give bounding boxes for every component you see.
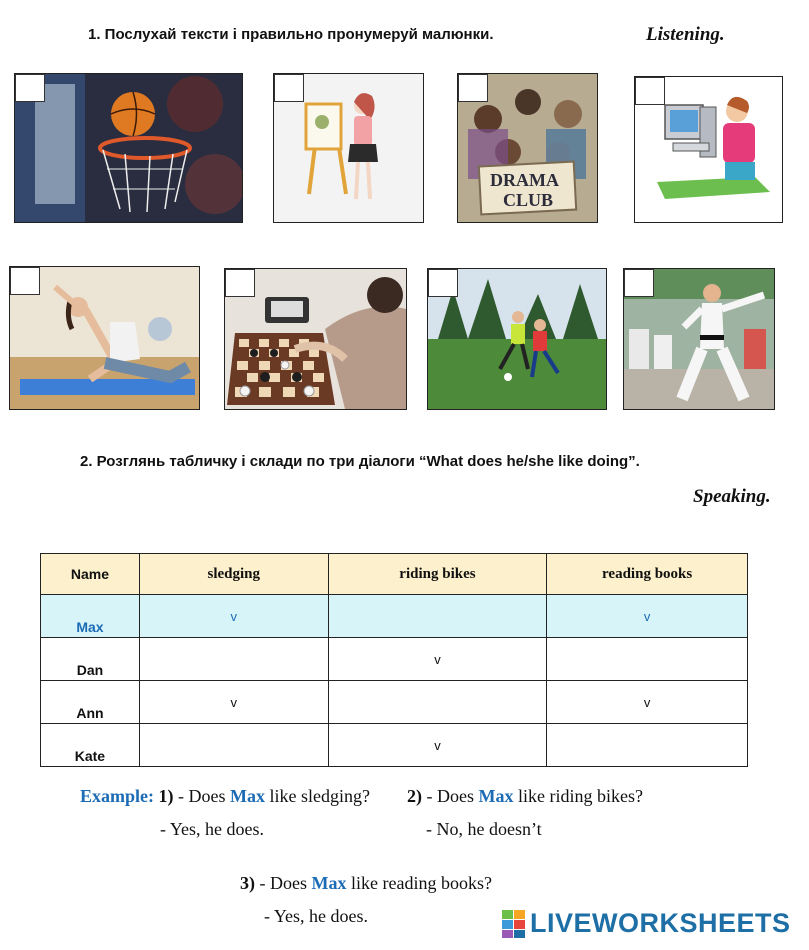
example-q3 xyxy=(240,873,492,894)
q1-post: like sledging? xyxy=(265,786,370,806)
answer-box-4[interactable] xyxy=(635,77,665,105)
check-mark: v xyxy=(230,695,237,710)
section1-title: 1. Послухай тексти і правильно пронумеруй малюнки. xyxy=(88,26,494,43)
q1-name: Max xyxy=(230,786,265,806)
q1-number: 1) xyxy=(158,786,174,806)
preferences-table xyxy=(40,553,748,767)
drama-sign-line2: CLUB xyxy=(503,190,554,210)
example-label: Example: xyxy=(80,786,154,806)
answer-input-5[interactable] xyxy=(11,268,39,294)
basketball-illustration xyxy=(15,74,242,222)
answer-box-7[interactable] xyxy=(428,269,458,297)
listening-label: Listening. xyxy=(646,24,725,45)
check-mark: v xyxy=(643,609,651,624)
row-name: Dan xyxy=(41,638,140,681)
answer-input-7[interactable] xyxy=(429,270,457,296)
check-mark: v xyxy=(434,652,441,667)
check-mark: v xyxy=(230,609,237,624)
liveworksheets-logo xyxy=(502,908,791,939)
q3-post: like reading books? xyxy=(346,873,492,893)
drama-sign-line1: DRAMA xyxy=(490,170,559,190)
table-row-dan xyxy=(41,638,748,681)
check-mark: v xyxy=(434,738,441,753)
example-q2 xyxy=(407,786,643,807)
q2-number: 2) xyxy=(407,786,422,806)
football-photo xyxy=(427,268,607,410)
logo-text: LIVEWORKSHEETS xyxy=(530,908,791,938)
q2-pre: - Does xyxy=(422,786,479,806)
karate-photo xyxy=(623,268,775,410)
example-q1 xyxy=(80,786,370,807)
answer-input-3[interactable] xyxy=(459,75,487,101)
header-sledging: sledging xyxy=(139,554,328,595)
basketball-photo xyxy=(14,73,243,223)
answer-input-1[interactable] xyxy=(16,75,44,101)
table-row-kate xyxy=(41,724,748,767)
computer-boy-picture xyxy=(634,76,783,223)
table-header-row xyxy=(41,554,748,595)
answer-box-2[interactable] xyxy=(274,74,304,102)
answer-input-2[interactable] xyxy=(275,75,303,101)
answer-input-8[interactable] xyxy=(625,270,653,296)
liveworksheets-icon xyxy=(502,910,526,938)
row-name: Ann xyxy=(41,681,140,724)
answer-box-5[interactable] xyxy=(10,267,40,295)
q3-number: 3) xyxy=(240,873,255,893)
example-a3: - Yes, he does. xyxy=(264,906,369,926)
q1-pre: - Does xyxy=(173,786,230,806)
row-name: Max xyxy=(41,595,140,638)
row-name: Kate xyxy=(41,724,140,767)
header-riding-bikes: riding bikes xyxy=(328,554,547,595)
drama-club-picture xyxy=(457,73,598,223)
section2-title: 2. Розглянь табличку і склади по три діалоги “What does he/she like doing”. xyxy=(80,453,640,470)
q2-post: like riding bikes? xyxy=(513,786,643,806)
answer-box-3[interactable] xyxy=(458,74,488,102)
answer-box-8[interactable] xyxy=(624,269,654,297)
example-a2: - No, he doesn’t xyxy=(426,819,542,839)
header-name: Name xyxy=(41,554,140,595)
header-reading-books: reading books xyxy=(547,554,748,595)
answer-box-1[interactable] xyxy=(15,74,45,102)
table-row-ann xyxy=(41,681,748,724)
painting-girl-picture xyxy=(273,73,424,223)
check-mark: v xyxy=(643,695,651,710)
speaking-label: Speaking. xyxy=(693,486,771,507)
table-row-max xyxy=(41,595,748,638)
q3-pre: - Does xyxy=(255,873,312,893)
answer-box-6[interactable] xyxy=(225,269,255,297)
yoga-photo xyxy=(9,266,200,410)
q2-name: Max xyxy=(478,786,514,806)
q3-name: Max xyxy=(311,873,347,893)
checkers-photo xyxy=(224,268,407,410)
answer-input-4[interactable] xyxy=(636,78,664,104)
answer-input-6[interactable] xyxy=(226,270,254,296)
example-a1: - Yes, he does. xyxy=(160,819,265,839)
